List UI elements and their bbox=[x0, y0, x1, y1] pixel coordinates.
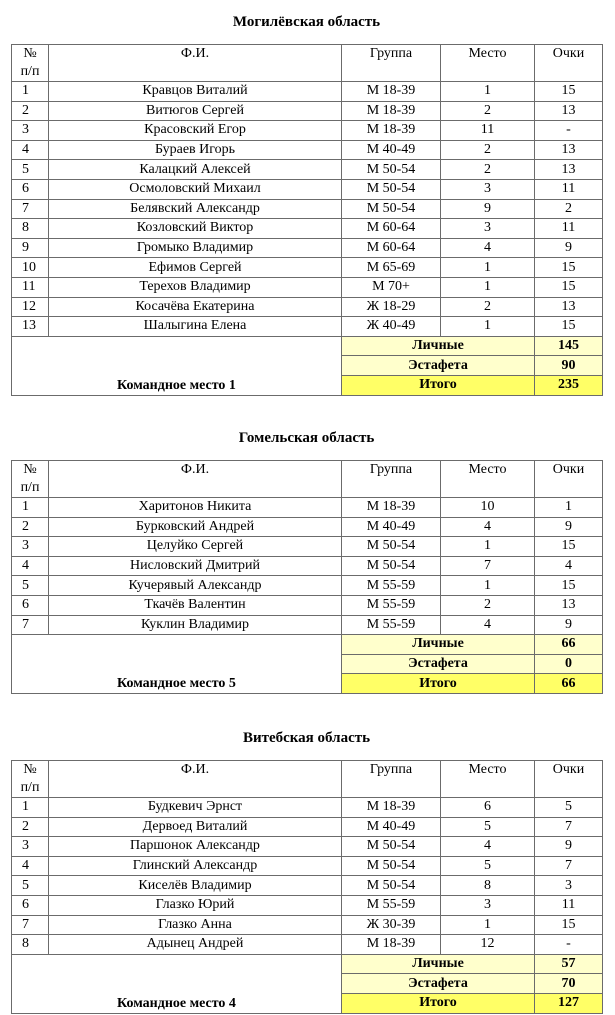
team-place: Командное место 4 bbox=[12, 954, 342, 1013]
region-section bbox=[11, 428, 602, 694]
age-group: М 50-54 bbox=[342, 556, 441, 576]
points: 2 bbox=[535, 199, 603, 219]
row-number: 1 bbox=[12, 798, 49, 818]
table-row bbox=[12, 317, 603, 337]
place: 4 bbox=[441, 615, 535, 635]
table-row bbox=[12, 556, 603, 576]
place: 1 bbox=[441, 537, 535, 557]
row-number: 5 bbox=[12, 160, 49, 180]
participant-name: Шалыгина Елена bbox=[49, 317, 342, 337]
header-group: Группа bbox=[342, 461, 441, 498]
table-row bbox=[12, 935, 603, 955]
age-group: М 60-64 bbox=[342, 219, 441, 239]
place: 2 bbox=[441, 101, 535, 121]
age-group: М 40-49 bbox=[342, 140, 441, 160]
place: 3 bbox=[441, 219, 535, 239]
age-group: М 70+ bbox=[342, 277, 441, 297]
participant-name: Киселёв Владимир bbox=[49, 876, 342, 896]
header-num: № п/п bbox=[12, 761, 49, 798]
total-points: 127 bbox=[535, 993, 603, 1013]
personal-label: Личные bbox=[342, 954, 535, 974]
points: 15 bbox=[535, 317, 603, 337]
points: 15 bbox=[535, 915, 603, 935]
row-number: 1 bbox=[12, 82, 49, 102]
row-number: 10 bbox=[12, 258, 49, 278]
participant-name: Бурковский Андрей bbox=[49, 517, 342, 537]
points: 15 bbox=[535, 258, 603, 278]
table-row bbox=[12, 817, 603, 837]
participant-name: Терехов Владимир bbox=[49, 277, 342, 297]
table-row bbox=[12, 238, 603, 258]
participant-name: Кравцов Виталий bbox=[49, 82, 342, 102]
personal-label: Личные bbox=[342, 336, 535, 356]
header-place: Место bbox=[441, 45, 535, 82]
table-row bbox=[12, 82, 603, 102]
age-group: М 18-39 bbox=[342, 121, 441, 141]
participant-name: Нисловский Дмитрий bbox=[49, 556, 342, 576]
points: 13 bbox=[535, 297, 603, 317]
row-number: 4 bbox=[12, 556, 49, 576]
row-number: 1 bbox=[12, 498, 49, 518]
section-title: Гомельская область bbox=[238, 430, 375, 446]
row-number: 8 bbox=[12, 935, 49, 955]
age-group: М 65-69 bbox=[342, 258, 441, 278]
table-row bbox=[12, 915, 603, 935]
row-number: 7 bbox=[12, 615, 49, 635]
participant-name: Куклин Владимир bbox=[49, 615, 342, 635]
points: - bbox=[535, 121, 603, 141]
points: 15 bbox=[535, 277, 603, 297]
place: 2 bbox=[441, 595, 535, 615]
team-place: Командное место 1 bbox=[12, 336, 342, 395]
participant-name: Будкевич Эрнст bbox=[49, 798, 342, 818]
participant-name: Бураев Игорь bbox=[49, 140, 342, 160]
table-row bbox=[12, 101, 603, 121]
header-name: Ф.И. bbox=[49, 45, 342, 82]
table-row bbox=[12, 160, 603, 180]
points: 3 bbox=[535, 876, 603, 896]
header-group: Группа bbox=[342, 761, 441, 798]
table-row bbox=[12, 876, 603, 896]
table-row bbox=[12, 856, 603, 876]
personal-points: 66 bbox=[535, 635, 603, 655]
table-row bbox=[12, 517, 603, 537]
points: 5 bbox=[535, 798, 603, 818]
table-row bbox=[12, 277, 603, 297]
row-number: 7 bbox=[12, 199, 49, 219]
row-number: 3 bbox=[12, 121, 49, 141]
participant-name: Красовский Егор bbox=[49, 121, 342, 141]
table-row bbox=[12, 537, 603, 557]
row-number: 2 bbox=[12, 817, 49, 837]
age-group: М 50-54 bbox=[342, 199, 441, 219]
table-row bbox=[12, 199, 603, 219]
participant-name: Ефимов Сергей bbox=[49, 258, 342, 278]
participant-name: Калацкий Алексей bbox=[49, 160, 342, 180]
total-points: 235 bbox=[535, 375, 603, 395]
points: 13 bbox=[535, 160, 603, 180]
table-row bbox=[12, 179, 603, 199]
participant-name: Целуйко Сергей bbox=[49, 537, 342, 557]
table-row bbox=[12, 297, 603, 317]
age-group: М 40-49 bbox=[342, 817, 441, 837]
points: 11 bbox=[535, 895, 603, 915]
total-label: Итого bbox=[342, 674, 535, 694]
place: 6 bbox=[441, 798, 535, 818]
row-number: 3 bbox=[12, 537, 49, 557]
row-number: 9 bbox=[12, 238, 49, 258]
place: 1 bbox=[441, 277, 535, 297]
header-row bbox=[12, 45, 603, 82]
place: 5 bbox=[441, 856, 535, 876]
row-number: 3 bbox=[12, 837, 49, 857]
place: 2 bbox=[441, 160, 535, 180]
row-number: 2 bbox=[12, 517, 49, 537]
participant-name: Косачёва Екатерина bbox=[49, 297, 342, 317]
header-points: Очки bbox=[535, 461, 603, 498]
row-number: 4 bbox=[12, 140, 49, 160]
age-group: М 55-59 bbox=[342, 595, 441, 615]
row-number: 12 bbox=[12, 297, 49, 317]
participant-name: Глазко Юрий bbox=[49, 895, 342, 915]
table-row bbox=[12, 121, 603, 141]
place: 1 bbox=[441, 317, 535, 337]
participant-name: Глинский Александр bbox=[49, 856, 342, 876]
header-name: Ф.И. bbox=[49, 461, 342, 498]
place: 5 bbox=[441, 817, 535, 837]
age-group: Ж 30-39 bbox=[342, 915, 441, 935]
age-group: М 50-54 bbox=[342, 160, 441, 180]
age-group: Ж 18-29 bbox=[342, 297, 441, 317]
participant-name: Харитонов Никита bbox=[49, 498, 342, 518]
header-place: Место bbox=[441, 761, 535, 798]
personal-points: 145 bbox=[535, 336, 603, 356]
personal-row bbox=[12, 954, 603, 974]
place: 11 bbox=[441, 121, 535, 141]
total-label: Итого bbox=[342, 993, 535, 1013]
points: 9 bbox=[535, 837, 603, 857]
header-name: Ф.И. bbox=[49, 761, 342, 798]
place: 7 bbox=[441, 556, 535, 576]
points: 13 bbox=[535, 101, 603, 121]
row-number: 7 bbox=[12, 915, 49, 935]
age-group: М 18-39 bbox=[342, 798, 441, 818]
row-number: 5 bbox=[12, 576, 49, 596]
age-group: М 18-39 bbox=[342, 101, 441, 121]
table-row bbox=[12, 219, 603, 239]
relay-label: Эстафета bbox=[342, 974, 535, 994]
participant-name: Козловский Виктор bbox=[49, 219, 342, 239]
relay-label: Эстафета bbox=[342, 654, 535, 674]
relay-label: Эстафета bbox=[342, 356, 535, 376]
row-number: 11 bbox=[12, 277, 49, 297]
place: 2 bbox=[441, 297, 535, 317]
table-row bbox=[12, 895, 603, 915]
age-group: М 60-64 bbox=[342, 238, 441, 258]
personal-points: 57 bbox=[535, 954, 603, 974]
region-section bbox=[11, 728, 602, 1014]
results-table bbox=[11, 44, 603, 396]
participant-name: Белявский Александр bbox=[49, 199, 342, 219]
points: 9 bbox=[535, 517, 603, 537]
section-title: Витебская область bbox=[242, 730, 371, 746]
age-group: М 50-54 bbox=[342, 537, 441, 557]
row-number: 2 bbox=[12, 101, 49, 121]
place: 1 bbox=[441, 82, 535, 102]
age-group: М 50-54 bbox=[342, 179, 441, 199]
table-row bbox=[12, 576, 603, 596]
participant-name: Адынец Андрей bbox=[49, 935, 342, 955]
place: 4 bbox=[441, 837, 535, 857]
participant-name: Кучерявый Александр bbox=[49, 576, 342, 596]
participant-name: Паршонок Александр bbox=[49, 837, 342, 857]
age-group: М 55-59 bbox=[342, 895, 441, 915]
points: 13 bbox=[535, 595, 603, 615]
row-number: 6 bbox=[12, 595, 49, 615]
row-number: 6 bbox=[12, 179, 49, 199]
place: 10 bbox=[441, 498, 535, 518]
team-place: Командное место 5 bbox=[12, 635, 342, 694]
results-table bbox=[11, 760, 603, 1014]
age-group: М 18-39 bbox=[342, 935, 441, 955]
points: 15 bbox=[535, 576, 603, 596]
header-row bbox=[12, 461, 603, 498]
place: 1 bbox=[441, 915, 535, 935]
points: 7 bbox=[535, 817, 603, 837]
points: - bbox=[535, 935, 603, 955]
table-row bbox=[12, 837, 603, 857]
row-number: 8 bbox=[12, 219, 49, 239]
age-group: М 55-59 bbox=[342, 576, 441, 596]
points: 9 bbox=[535, 238, 603, 258]
age-group: М 50-54 bbox=[342, 856, 441, 876]
place: 9 bbox=[441, 199, 535, 219]
participant-name: Витюгов Сергей bbox=[49, 101, 342, 121]
relay-points: 70 bbox=[535, 974, 603, 994]
relay-points: 90 bbox=[535, 356, 603, 376]
place: 3 bbox=[441, 895, 535, 915]
header-num: № п/п bbox=[12, 461, 49, 498]
age-group: М 18-39 bbox=[342, 82, 441, 102]
total-points: 66 bbox=[535, 674, 603, 694]
participant-name: Глазко Анна bbox=[49, 915, 342, 935]
participant-name: Ткачёв Валентин bbox=[49, 595, 342, 615]
participant-name: Осмоловский Михаил bbox=[49, 179, 342, 199]
header-points: Очки bbox=[535, 761, 603, 798]
points: 15 bbox=[535, 82, 603, 102]
points: 7 bbox=[535, 856, 603, 876]
points: 9 bbox=[535, 615, 603, 635]
points: 4 bbox=[535, 556, 603, 576]
table-row bbox=[12, 258, 603, 278]
personal-row bbox=[12, 635, 603, 655]
table-row bbox=[12, 615, 603, 635]
place: 12 bbox=[441, 935, 535, 955]
age-group: М 40-49 bbox=[342, 517, 441, 537]
participant-name: Дервоед Виталий bbox=[49, 817, 342, 837]
participant-name: Громыко Владимир bbox=[49, 238, 342, 258]
points: 13 bbox=[535, 140, 603, 160]
table-row bbox=[12, 140, 603, 160]
personal-label: Личные bbox=[342, 635, 535, 655]
age-group: М 50-54 bbox=[342, 837, 441, 857]
points: 1 bbox=[535, 498, 603, 518]
header-points: Очки bbox=[535, 45, 603, 82]
place: 3 bbox=[441, 179, 535, 199]
place: 1 bbox=[441, 258, 535, 278]
age-group: М 18-39 bbox=[342, 498, 441, 518]
row-number: 13 bbox=[12, 317, 49, 337]
place: 4 bbox=[441, 517, 535, 537]
header-place: Место bbox=[441, 461, 535, 498]
row-number: 4 bbox=[12, 856, 49, 876]
points: 11 bbox=[535, 179, 603, 199]
row-number: 5 bbox=[12, 876, 49, 896]
place: 8 bbox=[441, 876, 535, 896]
points: 15 bbox=[535, 537, 603, 557]
section-title: Могилёвская область bbox=[232, 14, 381, 30]
relay-points: 0 bbox=[535, 654, 603, 674]
place: 2 bbox=[441, 140, 535, 160]
table-row bbox=[12, 798, 603, 818]
total-label: Итого bbox=[342, 375, 535, 395]
region-section bbox=[11, 12, 602, 396]
row-number: 6 bbox=[12, 895, 49, 915]
place: 1 bbox=[441, 576, 535, 596]
header-group: Группа bbox=[342, 45, 441, 82]
age-group: Ж 40-49 bbox=[342, 317, 441, 337]
header-num: № п/п bbox=[12, 45, 49, 82]
age-group: М 50-54 bbox=[342, 876, 441, 896]
points: 11 bbox=[535, 219, 603, 239]
place: 4 bbox=[441, 238, 535, 258]
table-row bbox=[12, 595, 603, 615]
results-table bbox=[11, 460, 603, 694]
personal-row bbox=[12, 336, 603, 356]
table-row bbox=[12, 498, 603, 518]
age-group: М 55-59 bbox=[342, 615, 441, 635]
header-row bbox=[12, 761, 603, 798]
